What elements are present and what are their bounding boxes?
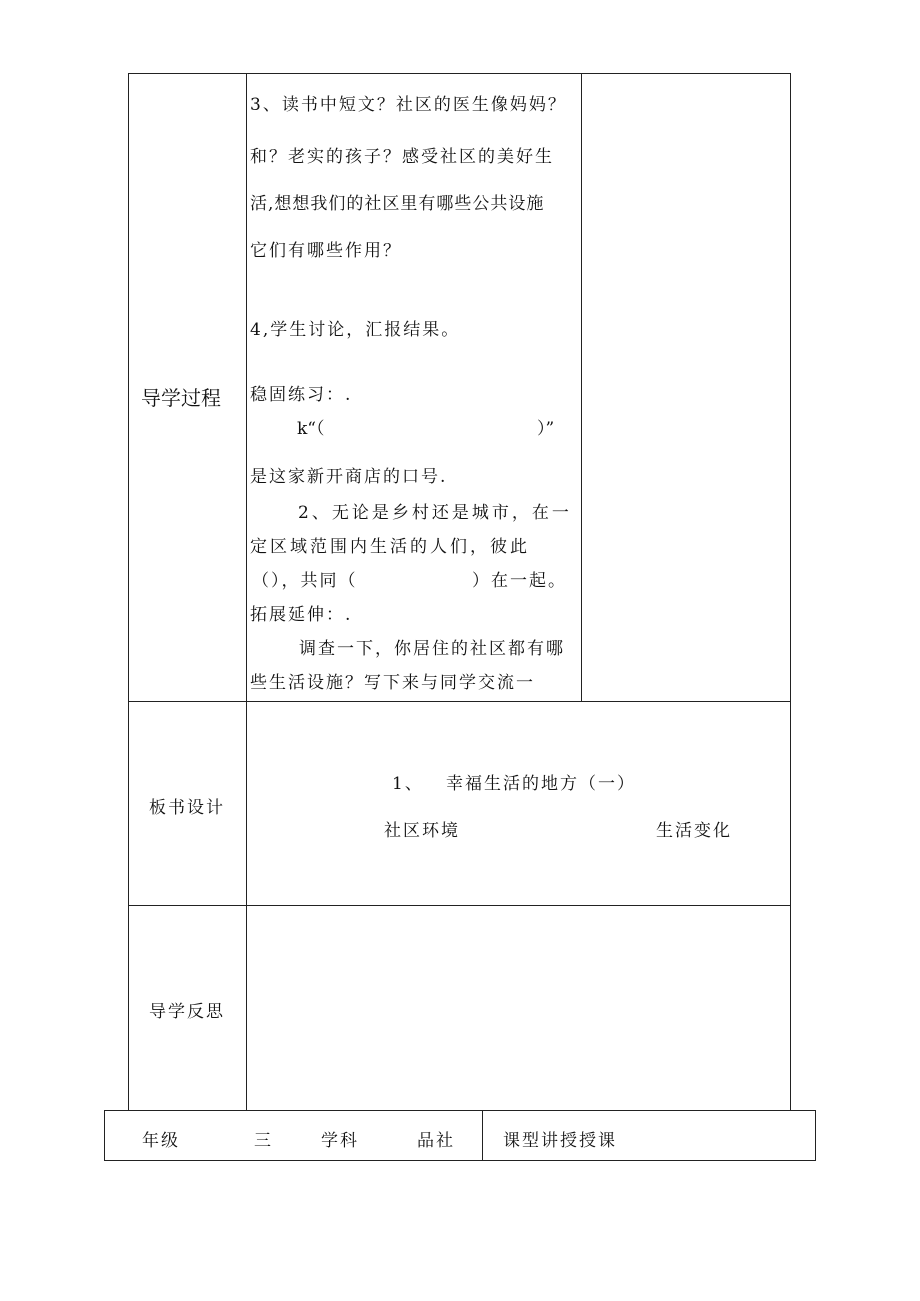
- board-right-item: 生活变化: [656, 821, 732, 841]
- table-right-border: [790, 73, 791, 1110]
- board-title: 幸福生活的地方（一）: [446, 774, 636, 794]
- footer-divider: [482, 1110, 483, 1161]
- grade-label: 年级: [142, 1131, 180, 1151]
- process-line-5: 4,学生讨论，汇报结果。: [250, 320, 461, 340]
- process-line-7b: ）”: [537, 419, 555, 439]
- process-line-12: 拓展延伸：.: [250, 605, 353, 625]
- process-line-1: 3、读书中短文？社区的医生像妈妈？: [250, 95, 567, 115]
- board-design-label: 板书设计: [149, 798, 225, 818]
- footer-top-border: [104, 1110, 815, 1111]
- course-type: 课型讲授授课: [503, 1131, 617, 1151]
- label-column-divider: [246, 73, 247, 1110]
- reflection-label: 导学反思: [149, 1002, 225, 1022]
- process-line-11a: （），共同（: [252, 571, 358, 591]
- subject-value: 品社: [417, 1131, 455, 1151]
- process-line-4: 它们有哪些作用？: [250, 241, 402, 261]
- board-left-item: 社区环境: [384, 821, 460, 841]
- process-line-13: 调查一下，你居住的社区都有哪: [299, 639, 565, 659]
- footer-right-border: [815, 1110, 816, 1161]
- board-number: 1、: [392, 774, 424, 794]
- process-line-9: 2、无论是乡村还是城市，在一: [298, 503, 572, 523]
- table-top-border: [128, 73, 791, 74]
- process-line-8: 是这家新开商店的口号.: [250, 467, 448, 487]
- footer-left-border: [104, 1110, 105, 1161]
- process-line-11b: ）在一起。: [472, 571, 567, 591]
- subject-label: 学科: [321, 1131, 359, 1151]
- table-left-border: [128, 73, 129, 1110]
- row-divider-2: [128, 905, 791, 906]
- footer-bottom-border: [104, 1160, 815, 1161]
- row-divider-1: [128, 701, 791, 702]
- guide-process-label: 导学过程: [141, 386, 221, 410]
- process-line-6: 稳固练习：.: [250, 385, 353, 405]
- grade-value: 三: [254, 1131, 273, 1151]
- process-line-3: 活,想想我们的社区里有哪些公共设施: [250, 194, 545, 214]
- process-line-7a: k“（: [297, 419, 325, 439]
- notes-column-divider: [581, 73, 582, 701]
- process-line-2: 和？老实的孩子？感受社区的美好生: [250, 147, 554, 167]
- process-line-14: 些生活设施？写下来与同学交流一: [250, 673, 535, 693]
- process-line-10: 定区域范围内生活的人们，彼此: [250, 537, 530, 557]
